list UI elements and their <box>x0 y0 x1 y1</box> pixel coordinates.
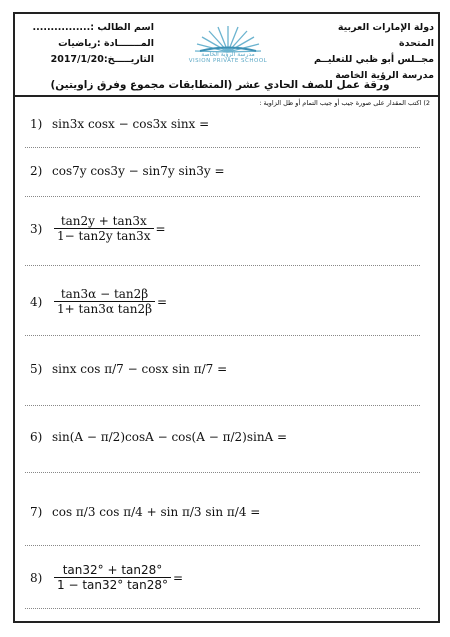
school-line: مدرسة الرؤية الخاصة <box>335 70 434 81</box>
title-divider <box>15 95 438 97</box>
answer-line <box>25 405 420 406</box>
equals-sign: = <box>157 294 168 309</box>
header-right <box>304 20 434 84</box>
question-7 <box>30 505 260 519</box>
denominator: 1+ tan3α tan2β <box>54 301 155 316</box>
student-name-line: اسم الطالب :................ <box>32 22 154 33</box>
logo-english-text: VISION PRIVATE SCHOOL <box>188 58 268 64</box>
country-line: دولة الإمارات العربية المتحدة <box>337 22 434 49</box>
denominator: 1− tan2y tan3x <box>54 228 154 243</box>
fraction <box>54 214 154 243</box>
question-expression: cos π/3 cos π/4 + sin π/3 sin π/4 = <box>52 505 261 519</box>
numerator: tan2y + tan3x <box>60 214 147 228</box>
answer-line <box>25 265 420 266</box>
question-number: 3) <box>30 221 43 236</box>
question-1 <box>30 117 209 131</box>
equals-sign: = <box>173 570 184 585</box>
question-number: 2) <box>30 164 43 178</box>
question-number: 7) <box>30 505 43 519</box>
date-line: التاريـــــخ:2017/1/20 <box>50 54 154 65</box>
question-5 <box>30 362 227 376</box>
worksheet-title: ورقة عمل للصف الحادي عشر (المتطابقات مجموع وفرق زاويتين) <box>50 79 390 91</box>
question-2 <box>30 164 225 178</box>
answer-line <box>25 196 420 197</box>
instruction-text: 2) اكتب المقدار على صورة جيب أو جيب التمام أو ظل الزاوية : <box>259 99 430 107</box>
question-6 <box>30 430 287 444</box>
school-logo-icon <box>180 22 276 72</box>
question-8 <box>30 563 183 592</box>
council-line: مجــلس أبو ظبي للتعليــم <box>313 54 434 65</box>
subject-line: المـــــــادة :رياضيات <box>58 38 154 49</box>
question-3 <box>30 214 166 243</box>
question-number: 6) <box>30 430 43 444</box>
question-number: 5) <box>30 362 43 376</box>
answer-line <box>25 545 420 546</box>
answer-line <box>25 335 420 336</box>
answer-line <box>25 147 420 148</box>
question-expression: cos7y cos3y − sin7y sin3y = <box>52 164 225 178</box>
question-expression: sinx cos π/7 − cosx sin π/7 = <box>52 362 228 376</box>
answer-line <box>25 472 420 473</box>
numerator: tan32° + tan28° <box>62 563 163 577</box>
question-expression: sin3x cosx − cos3x sinx = <box>52 117 210 131</box>
logo-arabic-text: مدرسة الرؤية الخاصة <box>201 51 255 58</box>
equals-sign: = <box>155 221 166 236</box>
answer-line <box>25 608 420 609</box>
fraction <box>54 287 155 316</box>
question-expression: sin(A − π/2)cosA − cos(A − π/2)sinA = <box>52 430 288 444</box>
question-4 <box>30 287 167 316</box>
fraction <box>54 563 171 592</box>
header-left <box>24 20 154 68</box>
question-number: 4) <box>30 294 43 309</box>
numerator: tan3α − tan2β <box>60 287 149 301</box>
question-number: 8) <box>30 570 43 585</box>
question-number: 1) <box>30 117 43 131</box>
denominator: 1 − tan32° tan28° <box>54 577 171 592</box>
